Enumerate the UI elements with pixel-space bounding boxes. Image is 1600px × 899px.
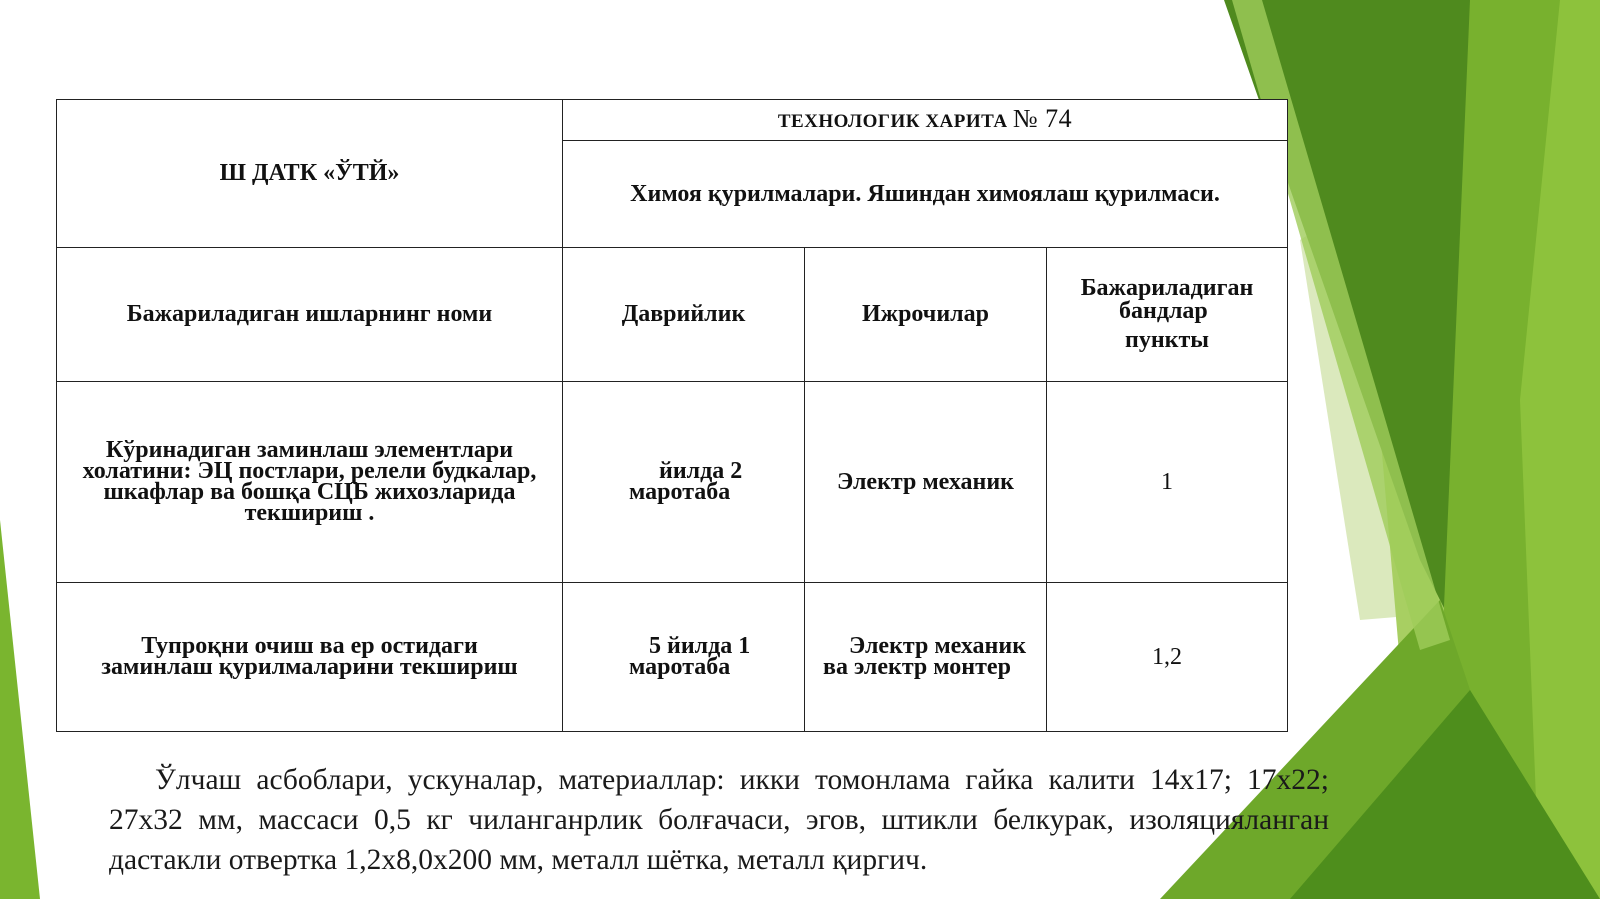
frequency-line: маротаба [629, 479, 731, 505]
materials-paragraph: Ўлчаш асбоблари, ускуналар, материаллар: икки томонлама гайка калити 14x17; 17x22; 27x32 мм, массаси 0,5 кг чиланганрлик болғачаси, эгов, штикли белкурак, изоляцияланган дастакли отвертка 1,2x8,0x200 мм, металл шётка, металл қиргич. [109, 764, 1329, 876]
col-frequency [563, 248, 805, 382]
col-work-name-label: Бажариладиган ишларнинг номи [126, 301, 493, 327]
frequency-line: маротаба [629, 654, 731, 680]
tech-map-table [56, 99, 1288, 732]
title-cell [563, 141, 1288, 248]
frequency-line: йилда 2 [659, 458, 743, 484]
left-green-accent [0, 520, 40, 899]
org-cell [57, 100, 563, 248]
items-cell [1047, 583, 1288, 732]
col-items-line2: бандлар [1119, 298, 1208, 324]
items-value: 1,2 [1152, 643, 1182, 670]
header-row [57, 100, 1288, 141]
items-cell [1047, 382, 1288, 583]
work-line: заминлаш қурилмаларини текшириш [101, 654, 518, 680]
map-cell [563, 100, 1288, 141]
map-label: ТЕХНОЛОГИК ХАРИТА [777, 111, 1008, 132]
frequency-cell [563, 382, 805, 583]
frequency-cell [563, 583, 805, 732]
map-number: № 74 [1012, 104, 1073, 133]
work-name-cell [57, 583, 563, 732]
column-header-row [57, 248, 1288, 382]
work-line: холатини: ЭЦ постлари, релели будкалар, [82, 458, 537, 484]
work-line: текшириш . [244, 500, 375, 526]
col-items [1047, 248, 1288, 382]
work-name-cell [57, 382, 563, 583]
performer-line: Электр механик [836, 468, 1015, 495]
performer-line: Электр механик [849, 633, 1027, 659]
col-performers [805, 248, 1047, 382]
col-work-name [57, 248, 563, 382]
work-line: шкафлар ва бошқа СЦБ жихозларида [103, 479, 516, 505]
table-row [57, 583, 1288, 732]
performer-line: ва электр монтер [823, 654, 1011, 680]
col-performers-label: Ижрочилар [862, 301, 989, 327]
org-name: Ш ДАТК «ЎТЙ» [219, 160, 400, 186]
col-items-line3: пункты [1124, 327, 1209, 353]
performer-cell [805, 583, 1047, 732]
col-items-line1: Бажариладиган [1080, 275, 1254, 301]
map-title: Химоя қурилмалари. Яшиндан химоялаш қурилмаси. [630, 180, 1220, 207]
col-frequency-label: Даврийлик [621, 301, 746, 327]
work-line: Кўринадиган заминлаш элементлари [105, 437, 514, 463]
items-value: 1 [1161, 468, 1173, 495]
work-line: Тупроқни очиш ва ер остидаги [141, 633, 478, 659]
frequency-line: 5 йилда 1 [649, 633, 751, 659]
performer-cell [805, 382, 1047, 583]
table-row [57, 382, 1288, 583]
